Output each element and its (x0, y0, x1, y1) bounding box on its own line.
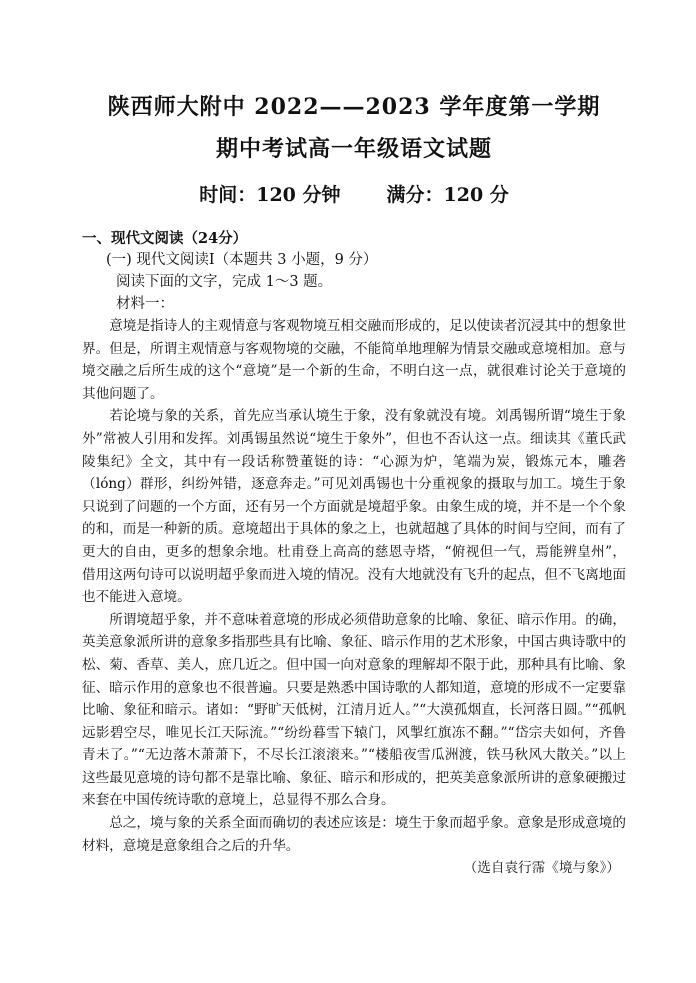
section-heading: 一、现代文阅读（24分） (82, 230, 248, 247)
passage-paragraph-1: 意境是指诗人的主观情意与客观物境互相交融而形成的，足以使读者沉浸其中的想象世界。但是，所谓主观情意与客观物境的交融，不能简单地理解为情景交融或意境相加。意与境交融之后所生成的这个“意境”是一个新的生命，不明白这一点，就很难讨论关于意境的其他问题了。 (82, 318, 626, 402)
passage-paragraph-3: 所谓境超乎象，并不意味着意境的形成必须借助意象的比喻、象征、暗示作用。的确，英美意象派所讲的意象多指那些具有比喻、象征、暗示作用的艺术形象，中国古典诗歌中的松、菊、香草、美人，庶几近之。但中国一向对意象的理解却不限于此，那种具有比喻、象征、暗示作用的意象也不很普遍。只要是熟悉中国诗歌的人都知道，意境的形成不一定要靠比喻、象征和暗示。诸如：“野旷天低树，江清月近人。”“大漠孤烟直，长河落日圆。”“孤帆远影碧空尽，唯见长江天际流。”“纷纷暮雪下辕门，风掣红旗冻不翻。”“岱宗夫如何，齐鲁青未了。”“无边落木萧萧下，不尽长江滚滚来。”“楼船夜雪瓜洲渡，铁马秋风大散关。”以上这些最见意境的诗句都不是靠比喻、象征、暗示和形成的，把英美意象派所讲的意象硬搬过来套在中国传统诗歌的意境上，总显得不那么合身。 (82, 611, 626, 809)
exam-title-line1: 陕西师大附中 2022——2023 学年度第一学期 (107, 94, 601, 120)
exam-meta (82, 180, 626, 210)
passage-source: （选自袁行霈《境与象》） (463, 860, 620, 877)
reading-instruction: 阅读下面的文字，完成 1～3 题。 (116, 274, 333, 290)
passage-paragraph-2: 若论境与象的关系，首先应当承认境生于象，没有象就没有境。刘禹锡所谓“境生于象外”常被人引用和发挥。刘禹锡虽然说“境生于象外”，但也不否认这一点。细读其《董氏武陵集纪》全文，其中有一段话称赞董铤的诗：“心源为炉，笔端为炭，锻炼元本，雕砻（lóng）群形，纠纷舛错，逐意奔走。”可见刘禹锡也十分重视象的摄取与加工。境生于象只说到了问题的一个方面，还有另一个方面就是境超乎象。由象生成的境，并不是一个个象的和，而是一种新的质。意境超出于具体的象之上，也就超越了具体的时间与空间，而有了更大的自由，更多的想象余地。杜甫登上高高的慈恩寺塔，“俯视但一气，焉能辨皇州”，借用这两句诗可以说明超乎象而进入境的情况。没有大地就没有飞升的起点，但不飞离地面也不能进入意境。 (82, 408, 626, 606)
passage-paragraph-4: 总之，境与象的关系全面而确切的表述应该是：境生于象而超乎象。意象是形成意境的材料，意境是意象组合之后的升华。 (82, 815, 626, 854)
section-subheading: (一) 现代文阅读Ⅰ（本题共 3 小题，9 分） (106, 252, 378, 268)
material-label: 材料一： (116, 296, 174, 312)
exam-title-line2: 期中考试高一年级语文试题 (215, 136, 492, 162)
time-label: 时间：120 分钟 (199, 184, 341, 206)
score-label: 满分：120 分 (386, 184, 509, 206)
